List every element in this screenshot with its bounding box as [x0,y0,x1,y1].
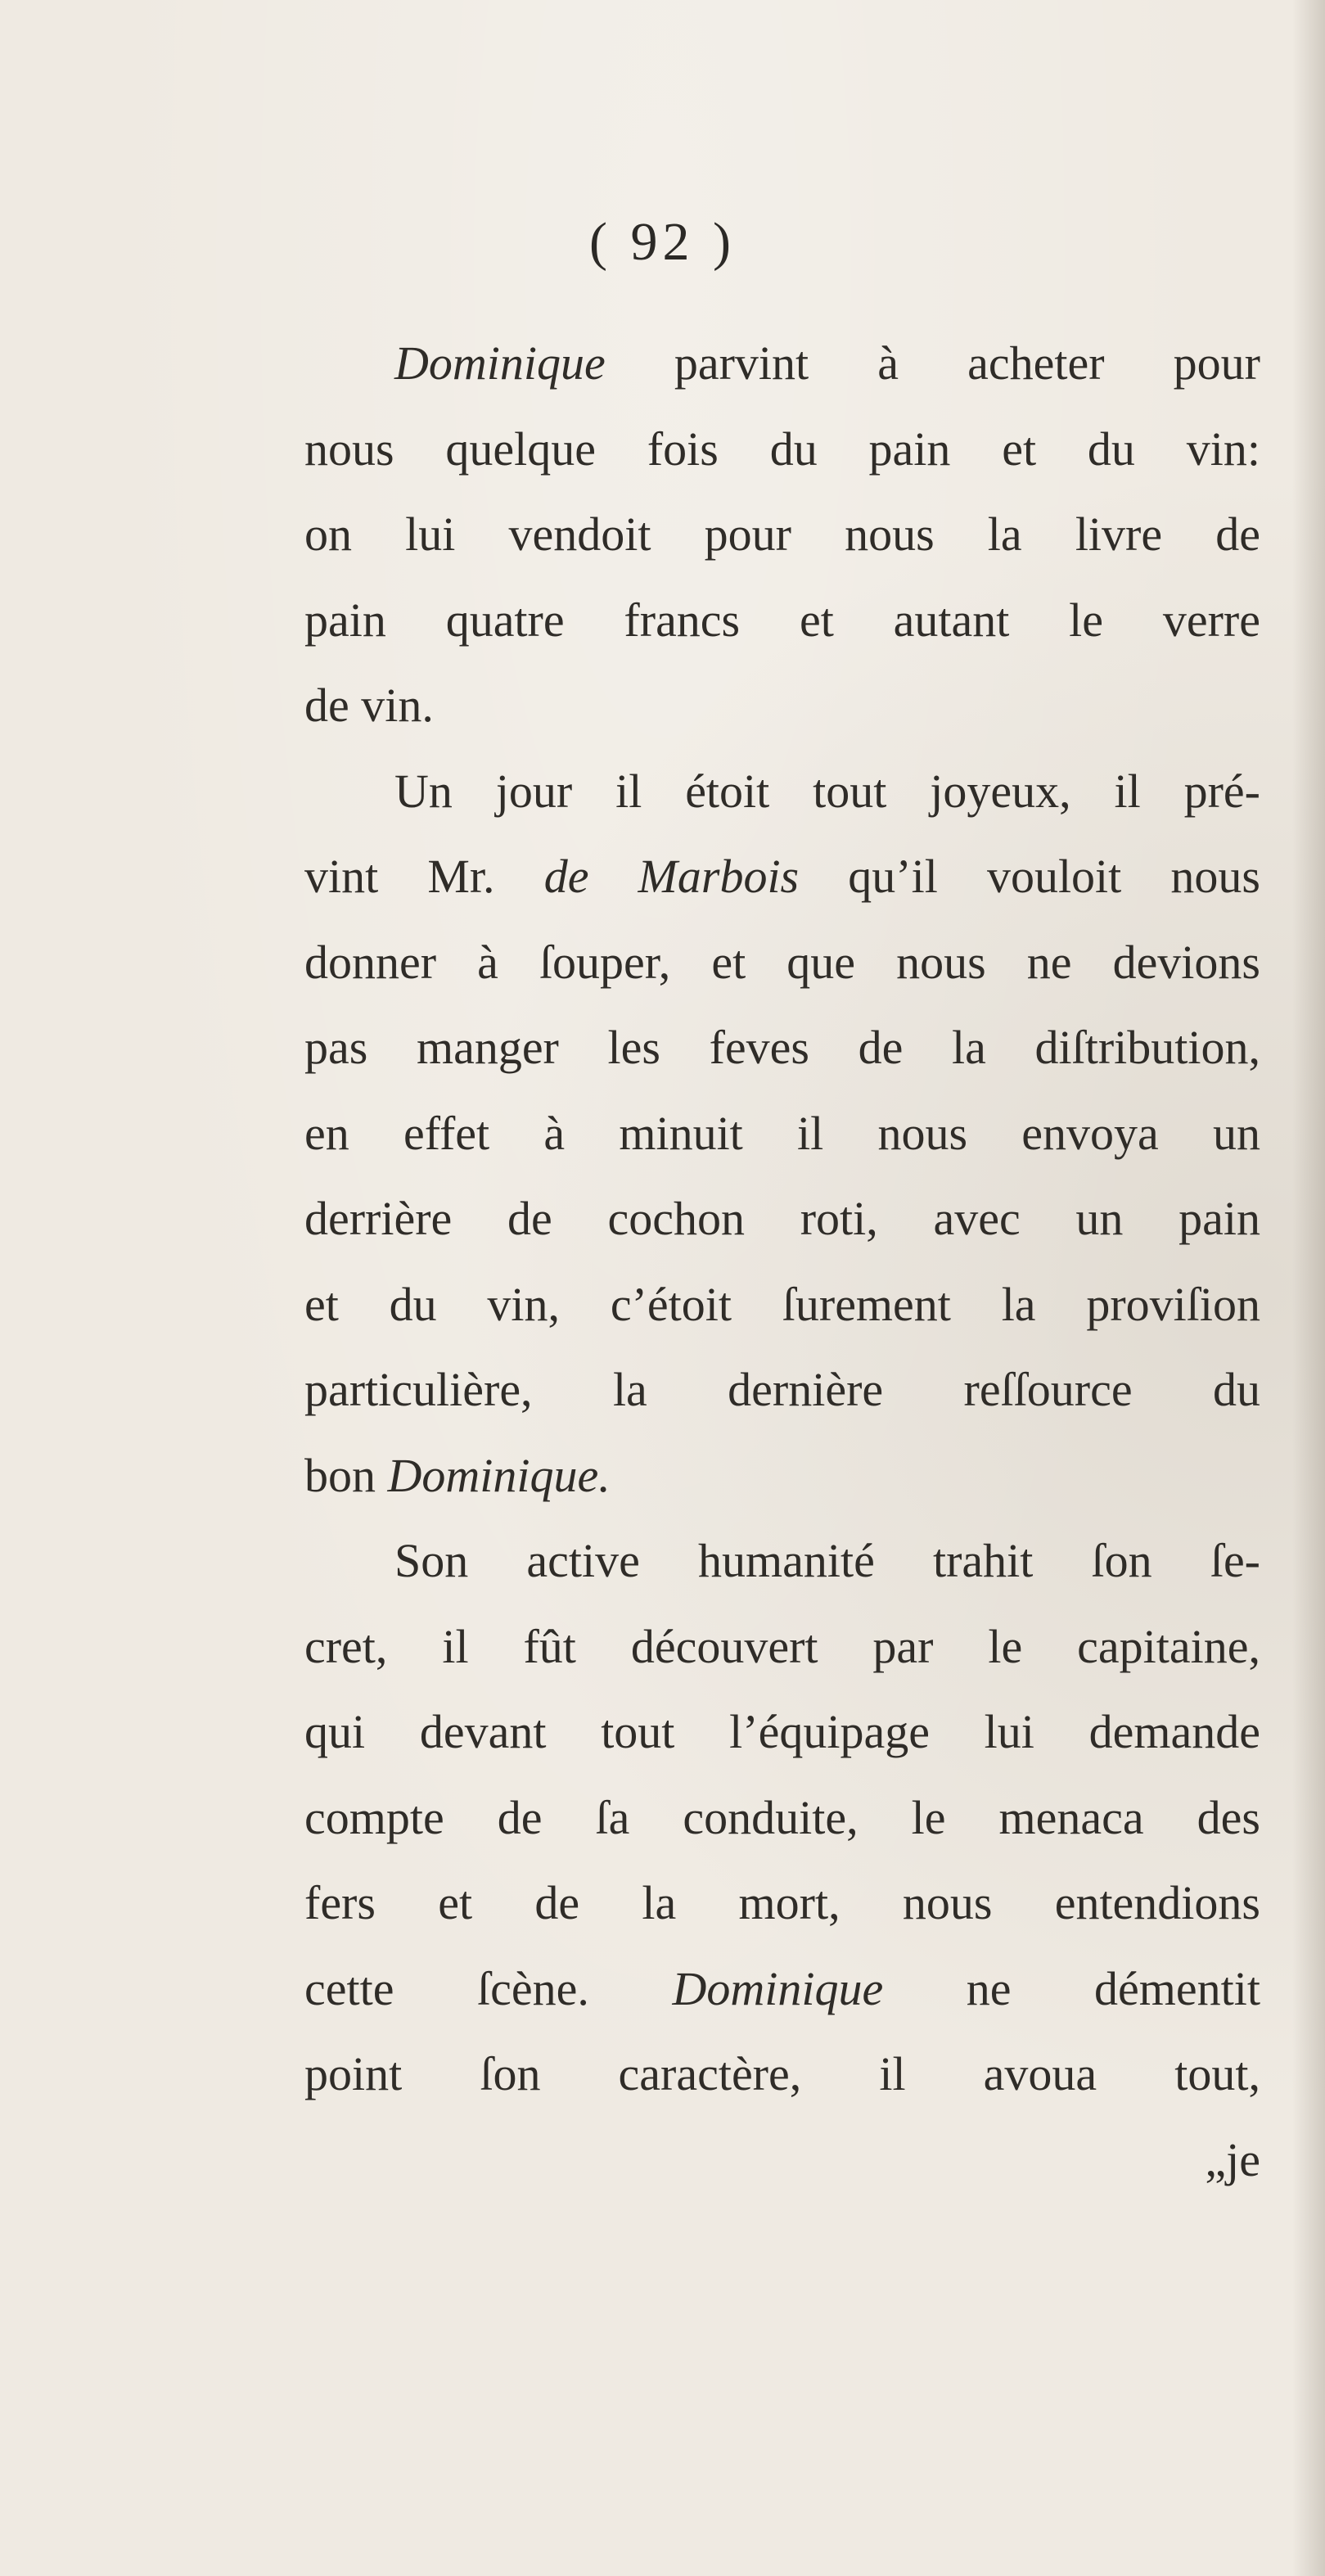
text-line [304,1861,1260,1947]
text-segment: point ſon caractère, il avoua tout, [304,2047,1260,2100]
italic-text-segment: Dominique [672,1961,884,2015]
text-line [304,407,1260,493]
text-segment: qu’il vouloit nous [799,850,1260,903]
text-line [304,1262,1260,1348]
page-gutter-shadow [1292,0,1325,2576]
text-segment: ne démentit [883,1961,1260,2015]
text-line [304,1518,1260,1604]
text-line [304,1091,1260,1177]
text-segment: et du vin, c’étoit ſurement la proviſion [304,1277,1260,1331]
italic-text-segment: Dominique [394,336,606,390]
text-segment: nous quelque fois du pain et du vin: [304,422,1260,476]
text-segment: cret, il fût découvert par le capitaine, [304,1619,1260,1673]
body-text [304,321,1260,2203]
text-segment: compte de ſa conduite, le menaca des [304,1790,1260,1844]
text-segment: „je [1205,2132,1260,2186]
text-segment: particulière, la dernière reſſource du [304,1363,1260,1416]
text-line [304,1347,1260,1433]
text-segment: donner à ſouper, et que nous ne devions [304,935,1260,989]
italic-text-segment: Dominique. [387,1448,611,1502]
italic-text-segment: de Marbois [543,850,800,903]
text-line [304,2118,1260,2204]
text-segment: de vin. [304,679,434,732]
text-segment: qui devant tout l’équipage lui demande [304,1705,1260,1758]
text-line [304,920,1260,1006]
text-segment: bon [304,1448,388,1502]
text-line [304,1433,1260,1519]
text-segment: pain quatre francs et autant le verre [304,593,1260,647]
text-segment: parvint à acheter pour [605,336,1260,390]
page-number: ( 92 ) [589,212,736,272]
text-line [304,749,1260,835]
text-segment: Un jour il étoit tout joyeux, il pré- [394,764,1260,818]
text-line [304,1604,1260,1690]
text-segment: cette ſcène. [304,1961,673,2015]
text-line [304,1775,1260,1861]
text-segment: pas manger les feves de la diſtribution, [304,1021,1260,1074]
text-line [304,834,1260,920]
text-line [304,1005,1260,1091]
text-line [304,2032,1260,2118]
text-segment: vint Mr. [304,850,544,903]
text-line [304,1176,1260,1262]
text-line [304,578,1260,664]
text-segment: on lui vendoit pour nous la livre de [304,508,1260,561]
text-segment: derrière de cochon roti, avec un pain [304,1192,1260,1245]
text-line [304,663,1260,749]
text-line [304,321,1260,407]
text-line [304,1947,1260,2032]
text-line [304,492,1260,578]
text-segment: fers et de la mort, nous entendions [304,1876,1260,1929]
text-segment: en effet à minuit il nous envoya un [304,1106,1260,1160]
text-segment: Son active humanité trahit ſon ſe- [394,1534,1260,1587]
text-line [304,1690,1260,1775]
